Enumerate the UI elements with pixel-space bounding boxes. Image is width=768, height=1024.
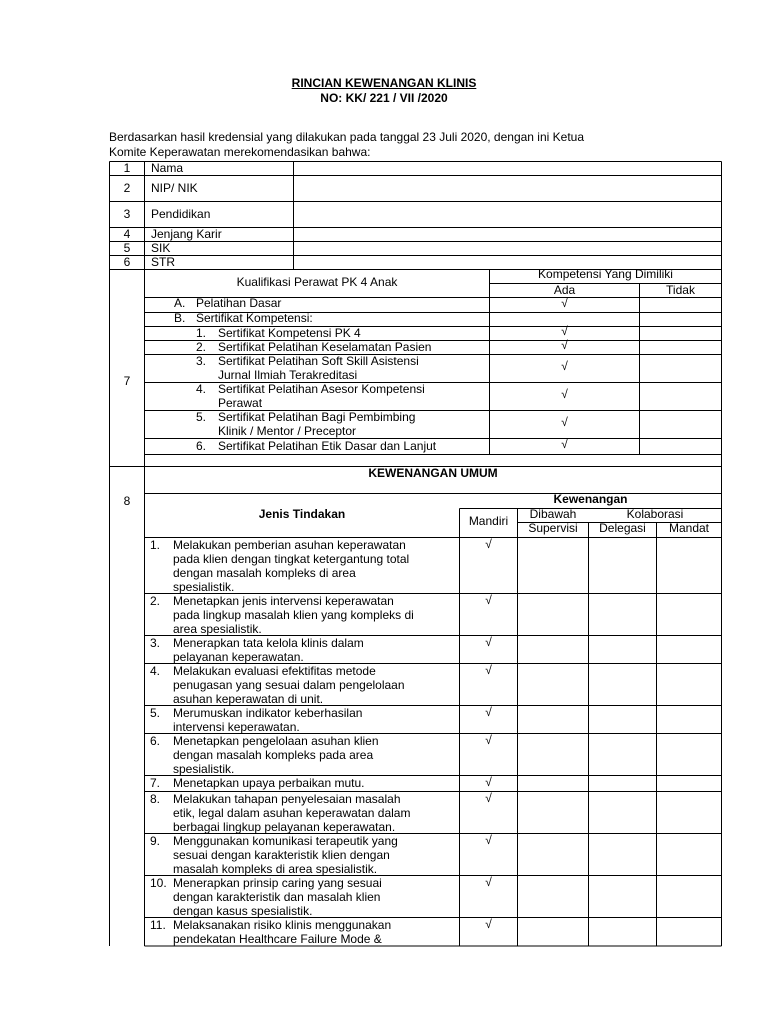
- action-label: intervensi keperawatan.: [173, 719, 300, 734]
- action-label: Menetapkan pengelolaan asuhan klien: [173, 733, 379, 748]
- action-label: pada lingkup masalah klien yang kompleks di: [173, 607, 414, 622]
- identity-row-label: SIK: [151, 240, 171, 255]
- identity-row-label: Pendidikan: [151, 206, 211, 221]
- certificate-number: 6.: [196, 438, 207, 453]
- identity-row-number: 6: [123, 254, 131, 269]
- certificate-label: Sertifikat Kompetensi PK 4: [218, 325, 361, 340]
- action-number: 2.: [150, 593, 161, 608]
- column-kewenangan: Kewenangan: [553, 492, 628, 506]
- section-title: KEWENANGAN UMUM: [368, 466, 498, 480]
- action-label: asuhan keperawatan di unit.: [173, 691, 324, 706]
- certificate-label: Perawat: [218, 395, 263, 410]
- column-ada: Ada: [553, 283, 576, 297]
- action-label: spesialistik.: [173, 579, 235, 594]
- action-label: dengan masalah kompleks di area: [173, 565, 356, 580]
- certificate-number: 2.: [196, 339, 207, 354]
- certificate-label: Jurnal Ilmiah Terakreditasi: [218, 367, 358, 382]
- identity-row-label: Nama: [151, 160, 184, 175]
- action-label: Melakukan tahapan penyelesaian masalah: [173, 791, 401, 806]
- action-label: Menerapkan tata kelola klinis dalam: [173, 635, 364, 650]
- column-delegasi: Delegasi: [599, 521, 646, 535]
- check-mark: √: [485, 774, 492, 789]
- action-number: 3.: [150, 635, 161, 650]
- competency-header: Kompetensi Yang Dimiliki: [538, 267, 673, 281]
- action-number: 1.: [150, 537, 161, 552]
- check-mark: √: [485, 536, 492, 551]
- identity-row-number: 3: [123, 206, 131, 221]
- action-label: Melakukan pemberian asuhan keperawatan: [173, 537, 406, 552]
- identity-row-number: 4: [123, 226, 131, 241]
- qualification-header: Kualifikasi Perawat PK 4 Anak: [236, 275, 398, 289]
- document-number: NO: KK/ 221 / VII /2020: [320, 91, 448, 105]
- intro-line: Berdasarkan hasil kredensial yang dilakukan pada tanggal 23 Juli 2020, dengan ini Ketua: [109, 130, 585, 144]
- check-mark: √: [485, 732, 492, 747]
- column-dibawah: Dibawah: [529, 507, 577, 521]
- action-number: 11.: [150, 917, 166, 932]
- action-number: 4.: [150, 663, 161, 678]
- check-mark: √: [561, 296, 568, 310]
- action-number: 9.: [150, 833, 161, 848]
- certificate-label: Sertifikat Pelatihan Bagi Pembimbing: [218, 409, 416, 424]
- check-mark: √: [485, 704, 492, 719]
- check-mark: √: [561, 414, 568, 429]
- action-label: berbagai lingkup pelayanan keperawatan.: [173, 819, 396, 834]
- column-mandat: Mandat: [668, 521, 710, 535]
- action-label: masalah kompleks di area spesialistik.: [173, 861, 378, 876]
- check-mark: √: [561, 436, 568, 451]
- certificate-number: 3.: [196, 353, 207, 368]
- check-mark: √: [485, 790, 492, 805]
- identity-row-number: 5: [123, 240, 131, 255]
- column-mandiri: Mandiri: [468, 514, 509, 528]
- action-label: pelayanan keperawatan.: [173, 649, 304, 664]
- identity-row-number: 2: [123, 180, 131, 195]
- action-number: 8.: [150, 791, 161, 806]
- qualification-b-letter: B.: [174, 311, 186, 325]
- check-mark: √: [561, 337, 568, 352]
- action-label: dengan masalah kompleks pada area: [173, 747, 374, 762]
- check-mark: √: [561, 323, 568, 338]
- action-label: Melaksanakan risiko klinis menggunakan: [173, 917, 392, 932]
- column-kolaborasi: Kolaborasi: [626, 507, 684, 521]
- qualification-b-label: Sertifikat Kompetensi:: [196, 311, 313, 325]
- certificate-number: 1.: [196, 325, 207, 340]
- check-mark: √: [561, 358, 568, 373]
- check-mark: √: [485, 832, 492, 847]
- check-mark: √: [485, 662, 492, 677]
- check-mark: √: [561, 386, 568, 401]
- action-number: 7.: [150, 775, 161, 790]
- action-label: pendekatan Healthcare Failure Mode &: [173, 931, 382, 946]
- action-number: 6.: [150, 733, 161, 748]
- identity-row-label: NIP/ NIK: [151, 180, 198, 195]
- action-label: spesialistik.: [173, 761, 235, 776]
- action-label: area spesialistik.: [173, 621, 262, 636]
- general-row-number: 8: [123, 494, 131, 508]
- certificate-label: Klinik / Mentor / Preceptor: [218, 423, 357, 438]
- check-mark: √: [485, 634, 492, 649]
- document-title: RINCIAN KEWENANGAN KLINIS: [291, 76, 477, 90]
- check-mark: √: [485, 592, 492, 607]
- action-label: etik, legal dalam asuhan keperawatan dalam: [173, 805, 411, 820]
- action-label: dengan kasus spesialistik.: [173, 903, 313, 918]
- certificate-label: Sertifikat Pelatihan Soft Skill Asistensi: [218, 353, 419, 368]
- qualification-row-number: 7: [123, 374, 131, 388]
- identity-row-label: Jenjang Karir: [151, 226, 222, 241]
- qualification-a-letter: A.: [174, 296, 186, 310]
- column-jenis-tindakan: Jenis Tindakan: [258, 507, 346, 521]
- action-label: Menerapkan prinsip caring yang sesuai: [173, 875, 382, 890]
- certificate-label: Sertifikat Pelatihan Keselamatan Pasien: [218, 339, 432, 354]
- identity-row-number: 1: [123, 160, 131, 175]
- action-label: Menetapkan jenis intervensi keperawatan: [173, 593, 394, 608]
- action-label: Menetapkan upaya perbaikan mutu.: [173, 775, 365, 790]
- certificate-label: Sertifikat Pelatihan Etik Dasar dan Lanjut: [218, 438, 437, 453]
- certificate-label: Sertifikat Pelatihan Asesor Kompetensi: [218, 381, 425, 396]
- action-number: 5.: [150, 705, 161, 720]
- action-label: dengan karakteristik dan masalah klien: [173, 889, 381, 904]
- action-label: pada klien dengan tingkat ketergantung total: [173, 551, 410, 566]
- action-label: sesuai dengan karakteristik klien dengan: [173, 847, 390, 862]
- action-label: Merumuskan indikator keberhasilan: [173, 705, 363, 720]
- check-mark: √: [485, 916, 492, 931]
- check-mark: √: [485, 874, 492, 889]
- identity-row-label: STR: [151, 254, 175, 269]
- action-label: Menggunakan komunikasi terapeutik yang: [173, 833, 398, 848]
- qualification-a-label: Pelatihan Dasar: [196, 296, 282, 310]
- action-number: 10.: [150, 875, 167, 890]
- column-tidak: Tidak: [666, 283, 695, 297]
- certificate-number: 5.: [196, 409, 207, 424]
- intro-line: Komite Keperawatan merekomendasikan bahwa:: [109, 145, 371, 159]
- action-label: Melakukan evaluasi efektifitas metode: [173, 663, 376, 678]
- certificate-number: 4.: [196, 381, 207, 396]
- action-label: penugasan yang sesuai dalam pengelolaan: [173, 677, 405, 692]
- column-supervisi: Supervisi: [528, 521, 578, 535]
